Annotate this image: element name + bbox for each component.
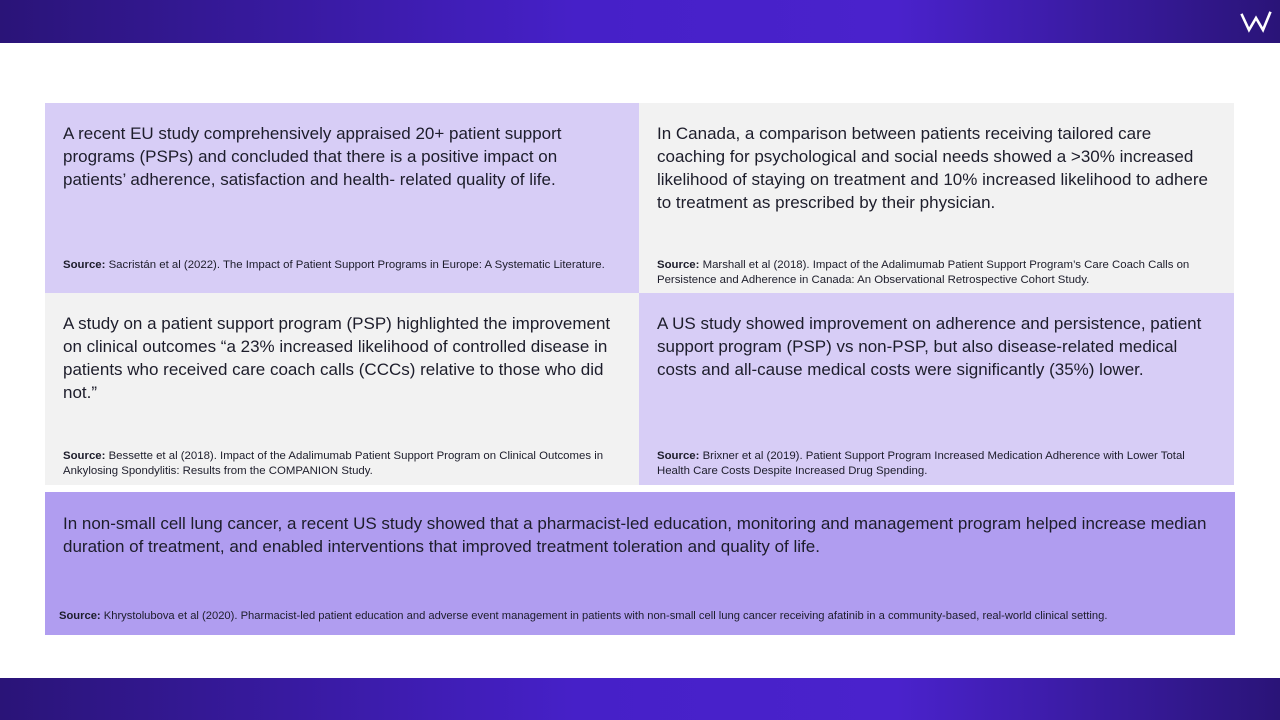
w-logo-icon [1240, 10, 1272, 34]
source-citation: Khrystolubova et al (2020). Pharmacist-led patient education and adverse event management in patients with non-small cell lung cancer receiving afatinib in a community-based, real-world clinical setting. [100, 610, 1108, 622]
eu-study-card [45, 103, 639, 293]
source-citation: Bessette et al (2018). Impact of the Adalimumab Patient Support Program on Clinical Outcomes in Ankylosing Spondylitis: Results from the COMPANION Study. [63, 450, 604, 477]
psp-clinical-outcomes-card [45, 293, 639, 485]
us-study-card [639, 293, 1234, 485]
source-label: Source: [657, 450, 700, 462]
card-source [63, 258, 623, 273]
source-citation: Marshall et al (2018). Impact of the Adalimumab Patient Support Program’s Care Coach Calls on Persistence and Adherence in Canada: An Observational Retrospective Cohort Study. [657, 259, 1190, 286]
source-label: Source: [63, 259, 106, 271]
card-body-text: In non-small cell lung cancer, a recent US study showed that a pharmacist-led education, monitoring and management program helped increase median duration of treatment, and enabled interventions that improved treatment toleration and quality of life. [63, 514, 1207, 556]
source-label: Source: [59, 610, 101, 622]
card-body-text: A study on a patient support program (PSP) highlighted the improvement on clinical outcomes “a 23% increased likelihood of controlled disease in patients who received care coach calls (CCCs) relative to those who did not.” [63, 314, 611, 402]
card-source [63, 449, 623, 479]
source-label: Source: [657, 259, 700, 271]
top-banner [0, 0, 1280, 43]
bottom-banner [0, 678, 1280, 720]
lung-cancer-study-card [45, 492, 1235, 635]
source-citation: Sacristán et al (2022). The Impact of Patient Support Programs in Europe: A Systematic Literature. [105, 259, 605, 271]
card-source [657, 449, 1218, 479]
card-body-text: A US study showed improvement on adherence and persistence, patient support program (PSP) vs non-PSP, but also disease-related medical costs and all-cause medical costs were significantly (35%) lower. [657, 314, 1202, 379]
card-body-text: A recent EU study comprehensively appraised 20+ patient support programs (PSPs) and concluded that there is a positive impact on patients’ adherence, satisfaction and health- related quality of life. [63, 124, 562, 189]
card-source [59, 609, 1227, 624]
source-label: Source: [63, 450, 106, 462]
source-citation: Brixner et al (2019). Patient Support Program Increased Medication Adherence with Lower Total Health Care Costs Despite Increased Drug Spending. [657, 450, 1185, 477]
canada-study-card [639, 103, 1234, 293]
card-source [657, 258, 1218, 288]
card-body-text: In Canada, a comparison between patients receiving tailored care coaching for psychological and social needs showed a >30% increased likelihood of staying on treatment and 10% increased likelihood to adhere to treatment as prescribed by their physician. [657, 124, 1208, 212]
